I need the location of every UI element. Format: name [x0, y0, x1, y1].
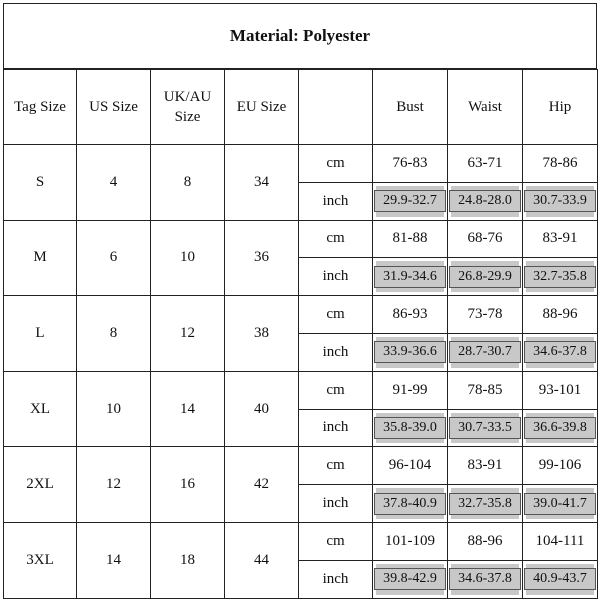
unit-inch-cell: inch [299, 333, 373, 371]
table-row [4, 447, 598, 485]
header-tag-size: Tag Size [4, 70, 77, 145]
header-unit [299, 70, 373, 145]
inch-bust-value: 35.8-39.0 [374, 417, 446, 439]
inch-waist-cell [448, 182, 523, 220]
size-eu-cell: 38 [225, 296, 299, 372]
cm-bust-cell: 86-93 [373, 296, 448, 334]
size-tag-cell: 3XL [4, 522, 77, 598]
size-uk-cell: 16 [151, 447, 225, 523]
inch-bust-cell [373, 333, 448, 371]
size-us-cell: 14 [77, 522, 151, 598]
table-row [4, 371, 598, 409]
size-tag-cell: M [4, 220, 77, 296]
unit-inch-cell: inch [299, 409, 373, 447]
size-tag-cell: XL [4, 371, 77, 447]
cm-waist-cell: 83-91 [448, 447, 523, 485]
cm-bust-cell: 76-83 [373, 145, 448, 183]
inch-bust-value: 39.8-42.9 [374, 568, 446, 590]
table-row [4, 145, 598, 183]
inch-waist-cell [448, 485, 523, 523]
inch-hip-cell [523, 485, 598, 523]
inch-hip-value: 36.6-39.8 [524, 417, 596, 439]
size-tag-cell: L [4, 296, 77, 372]
size-us-cell: 4 [77, 145, 151, 221]
cm-hip-cell: 88-96 [523, 296, 598, 334]
unit-inch-cell: inch [299, 560, 373, 598]
inch-hip-value: 39.0-41.7 [524, 493, 596, 515]
size-us-cell: 12 [77, 447, 151, 523]
cm-hip-cell: 78-86 [523, 145, 598, 183]
table-row [4, 296, 598, 334]
cm-bust-cell: 101-109 [373, 522, 448, 560]
size-tag-cell: 2XL [4, 447, 77, 523]
cm-waist-cell: 88-96 [448, 522, 523, 560]
size-eu-cell: 34 [225, 145, 299, 221]
chart-title: Material: Polyester [3, 3, 597, 69]
inch-waist-value: 34.6-37.8 [449, 568, 521, 590]
unit-cm-cell: cm [299, 145, 373, 183]
inch-hip-cell [523, 182, 598, 220]
header-bust: Bust [373, 70, 448, 145]
inch-waist-value: 26.8-29.9 [449, 266, 521, 288]
cm-hip-cell: 93-101 [523, 371, 598, 409]
inch-waist-value: 32.7-35.8 [449, 493, 521, 515]
size-table [3, 69, 598, 599]
cm-hip-cell: 99-106 [523, 447, 598, 485]
unit-cm-cell: cm [299, 220, 373, 258]
inch-hip-value: 30.7-33.9 [524, 190, 596, 212]
inch-waist-value: 28.7-30.7 [449, 341, 521, 363]
size-us-cell: 10 [77, 371, 151, 447]
inch-hip-value: 40.9-43.7 [524, 568, 596, 590]
unit-cm-cell: cm [299, 371, 373, 409]
size-eu-cell: 42 [225, 447, 299, 523]
size-uk-cell: 8 [151, 145, 225, 221]
inch-bust-cell [373, 485, 448, 523]
cm-waist-cell: 68-76 [448, 220, 523, 258]
size-eu-cell: 36 [225, 220, 299, 296]
inch-waist-cell [448, 333, 523, 371]
unit-cm-cell: cm [299, 447, 373, 485]
cm-bust-cell: 81-88 [373, 220, 448, 258]
header-waist: Waist [448, 70, 523, 145]
inch-hip-cell [523, 409, 598, 447]
inch-hip-value: 32.7-35.8 [524, 266, 596, 288]
unit-inch-cell: inch [299, 485, 373, 523]
inch-hip-cell [523, 560, 598, 598]
inch-bust-value: 31.9-34.6 [374, 266, 446, 288]
unit-inch-cell: inch [299, 258, 373, 296]
table-row [4, 522, 598, 560]
inch-hip-cell [523, 333, 598, 371]
header-eu-size: EU Size [225, 70, 299, 145]
cm-bust-cell: 91-99 [373, 371, 448, 409]
cm-waist-cell: 78-85 [448, 371, 523, 409]
size-eu-cell: 44 [225, 522, 299, 598]
size-uk-cell: 18 [151, 522, 225, 598]
header-hip: Hip [523, 70, 598, 145]
inch-bust-cell [373, 409, 448, 447]
inch-bust-value: 29.9-32.7 [374, 190, 446, 212]
header-row [4, 70, 598, 145]
cm-hip-cell: 104-111 [523, 522, 598, 560]
inch-hip-cell [523, 258, 598, 296]
size-uk-cell: 14 [151, 371, 225, 447]
cm-bust-cell: 96-104 [373, 447, 448, 485]
inch-waist-value: 24.8-28.0 [449, 190, 521, 212]
inch-bust-value: 33.9-36.6 [374, 341, 446, 363]
inch-hip-value: 34.6-37.8 [524, 341, 596, 363]
table-row [4, 220, 598, 258]
inch-bust-cell [373, 560, 448, 598]
inch-bust-value: 37.8-40.9 [374, 493, 446, 515]
header-uk-au-size: UK/AU Size [151, 70, 225, 145]
unit-cm-cell: cm [299, 296, 373, 334]
cm-waist-cell: 63-71 [448, 145, 523, 183]
size-us-cell: 8 [77, 296, 151, 372]
unit-cm-cell: cm [299, 522, 373, 560]
unit-inch-cell: inch [299, 182, 373, 220]
cm-hip-cell: 83-91 [523, 220, 598, 258]
size-tag-cell: S [4, 145, 77, 221]
size-uk-cell: 10 [151, 220, 225, 296]
size-eu-cell: 40 [225, 371, 299, 447]
inch-waist-cell [448, 560, 523, 598]
inch-bust-cell [373, 182, 448, 220]
cm-waist-cell: 73-78 [448, 296, 523, 334]
size-uk-cell: 12 [151, 296, 225, 372]
size-us-cell: 6 [77, 220, 151, 296]
inch-waist-value: 30.7-33.5 [449, 417, 521, 439]
header-us-size: US Size [77, 70, 151, 145]
inch-bust-cell [373, 258, 448, 296]
size-chart [3, 3, 597, 597]
inch-waist-cell [448, 258, 523, 296]
inch-waist-cell [448, 409, 523, 447]
